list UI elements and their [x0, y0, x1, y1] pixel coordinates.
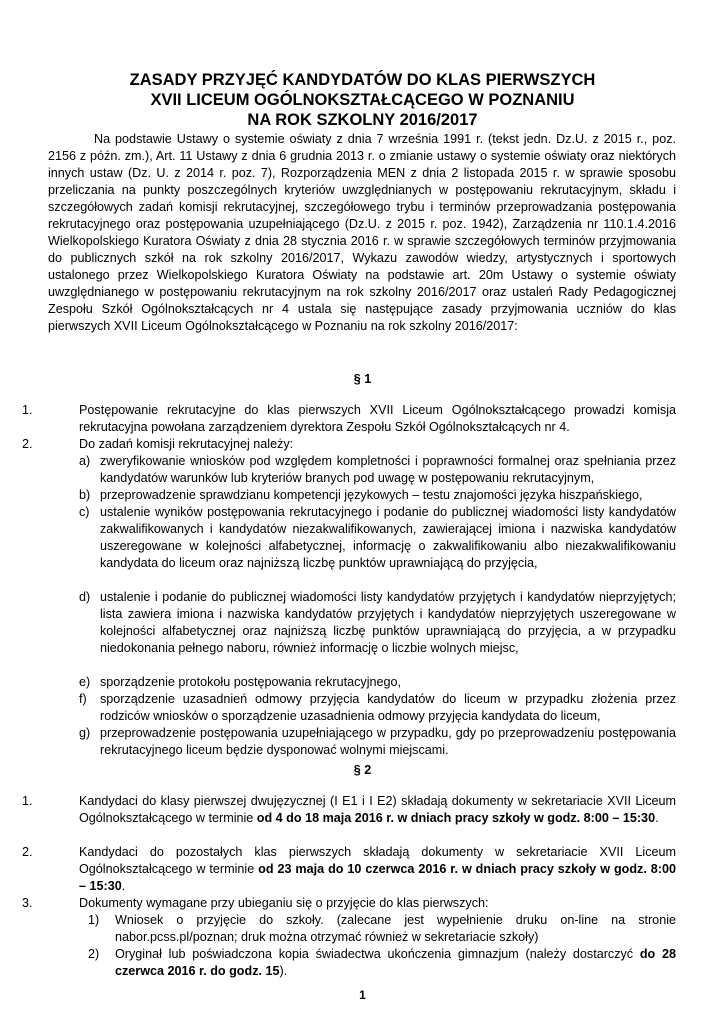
s1-sub-f-text: sporządzenie uzasadnień odmowy przyjęcia kandydatów do liceum w przypadku złożenia przez rodziców wniosków o sporządzenie uzasadnienia odmowy przyjęcia kandydata do liceum, — [100, 692, 676, 723]
s2-item-3-text: Dokumenty wymagane przy ubieganiu się o przyjęcie do klas pierwszych: — [79, 896, 489, 910]
s1-sub-g-text: przeprowadzenie postępowania uzupełniającego w przypadku, gdy po przeprowadzeniu postępowania rekrutacyjnego liceum będzie dysponować wolnymi miejscami. — [100, 726, 676, 757]
page-number: 1 — [359, 988, 366, 1002]
section-2-heading: § 2 — [353, 763, 372, 777]
intro-paragraph — [48, 131, 676, 335]
s2-sub-2-text: Oryginał lub poświadczona kopia świadectwa ukończenia gimnazjum (należy dostarczyć do 28 czerwca 2016 r. do godz. 15). — [115, 947, 676, 978]
title-line-3: NA ROK SZKOLNY 2016/2017 — [247, 111, 478, 129]
s2-sub-2-bold: do 28 czerwca 2016 r. do godz. 15 — [115, 947, 676, 978]
s1-sub-f-letter: f) — [79, 692, 87, 706]
s1-sub-e-letter: e) — [79, 675, 91, 689]
s2-item-1-text: Kandydaci do klasy pierwszej dwujęzycznej (I E1 i I E2) składają dokumenty w sekretariacie XVII Liceum Ogólnokształcącego w terminie od 4 do 18 maja 2016 r. w dniach pracy szkoły w godz. 8:00 – 15:30. — [79, 794, 676, 825]
s2-item-1-number: 1. — [22, 794, 33, 808]
title-line-1: ZASADY PRZYJĘĆ KANDYDATÓW DO KLAS PIERWSZYCH — [129, 71, 596, 89]
s1-item-1-number: 1. — [22, 403, 33, 417]
s2-sub-1-text: Wniosek o przyjęcie do szkoły. (zalecane jest wypełnienie druku on-line na stronie nabor.pcss.pl/poznan; druk można otrzymać również w sekretariacie szkoły) — [115, 913, 676, 944]
s1-sub-g-letter: g) — [79, 726, 91, 740]
s1-sub-c-text: ustalenie wyników postępowania rekrutacyjnego i podanie do publicznej wiadomości listy kandydatów zakwalifikowanych i kandydatów niezakwalifikowanych, zawierającej imiona i nazwiska kandydatów uszeregowane w kolejności alfabetycznej, informację o zakwalifikowaniu albo niezakwalifikowaniu kandydata do liceum oraz najniższą liczbę punktów uprawniającą do przyjęcia, — [100, 505, 676, 570]
s1-sub-b-letter: b) — [79, 488, 91, 502]
title-line-2: XVII LICEUM OGÓLNOKSZTAŁCĄCEGO W POZNANIU — [150, 91, 575, 109]
intro-text: Na podstawie Ustawy o systemie oświaty z dnia 7 września 1991 r. (tekst jedn. Dz.U. z 2015 r., poz. 2156 z późn. zm.), Art. 11 Ustawy z dnia 6 grudnia 2013 r. o zmianie ustawy o systemie oświaty oraz niektórych innych ustaw (Dz. U. z 2014 r. poz. 7), Rozporządzenia MEN z dnia 2 listopada 2015 r. w sprawie sposobu przeliczania na punkty poszczególnych kryteriów uwzględnianych w postępowaniu rekrutacyjnym, składu i szczegółowych zadań komisji rekrutacyjnej, szczegółowego trybu i terminów przeprowadzania postępowania rekrutacyjnego oraz postępowania uzupełniającego (Dz.U. z 2015 r. poz. 1942), Zarządzenia nr 110.1.4.2016 Wielkopolskiego Kuratora Oświaty z dnia 28 stycznia 2016 r. w sprawie szczegółowych terminów przyjmowania do publicznych szkół na rok szkolny 2016/2017, Wykazu zawodów wiedzy, artystycznych i sportowych ustalonego przez Wielkopolskiego Kuratora Oświaty na podstawie art. 20m Ustawy o systemie oświaty uwzględnianego w postępowaniu rekrutacyjnym na rok szkolny 2016/2017 oraz ustaleń Rady Pedagogicznej Zespołu Szkół Ogólnokształcących nr 4 ustala się następujące zasady przyjmowania uczniów do klas pierwszych XVII Liceum Ogólnokształcącego w Poznaniu na rok szkolny 2016/2017: — [48, 132, 676, 333]
s2-item-3-number: 3. — [22, 896, 33, 910]
s2-sub-2-number: 2) — [88, 947, 100, 961]
s1-sub-c-letter: c) — [79, 505, 90, 519]
s1-sub-e-text: sporządzenie protokołu postępowania rekrutacyjnego, — [100, 675, 402, 689]
s2-item-2-number: 2. — [22, 845, 33, 859]
s1-sub-a-text: zweryfikowanie wniosków pod względem kompletności i poprawności formalnej oraz spełniania przez kandydatów warunków lub kryteriów branych pod uwagę w postępowaniu rekrutacyjnym, — [100, 454, 676, 485]
s1-item-2-text: Do zadań komisji rekrutacyjnej należy: — [79, 437, 294, 451]
section-1-heading: § 1 — [353, 372, 372, 386]
s1-sub-b-text: przeprowadzenie sprawdzianu kompetencji językowych – testu znajomości języka hiszpańskiego, — [100, 488, 643, 502]
s1-sub-d-letter: d) — [79, 590, 91, 604]
s2-item-1-bold: od 4 do 18 maja 2016 r. w dniach pracy szkoły w godz. 8:00 – 15:30 — [256, 811, 656, 825]
s2-item-2-bold: od 23 maja do 10 czerwca 2016 r. w dniach pracy szkoły w godz. 8:00 – 15:30 — [79, 862, 676, 893]
s2-item-2-text: Kandydaci do pozostałych klas pierwszych składają dokumenty w sekretariacie XVII Liceum Ogólnokształcącego w terminie od 23 maja do 10 czerwca 2016 r. w dniach pracy szkoły w godz. 8:00 – 15:30. — [79, 845, 676, 893]
s1-item-2-number: 2. — [22, 437, 33, 451]
s1-sub-a-letter: a) — [79, 454, 91, 468]
s1-item-1-text: Postępowanie rekrutacyjne do klas pierwszych XVII Liceum Ogólnokształcącego prowadzi komisja rekrutacyjna powołana zarządzeniem dyrektora Zespołu Szkół Ogólnokształcących nr 4. — [79, 403, 676, 434]
s2-sub-1-number: 1) — [88, 913, 100, 927]
s1-sub-d-text: ustalenie i podanie do publicznej wiadomości listy kandydatów przyjętych i kandydatów nieprzyjętych; lista zawiera imiona i nazwiska kandydatów przyjętych i kandydatów nieprzyjętych uszeregowane w kolejności alfabetycznej oraz najniższą liczbę punktów uprawniającą do przyjęcia, a w przypadku niedokonania pełnego naboru, również informację o liczbie wolnych miejsc, — [100, 590, 676, 655]
